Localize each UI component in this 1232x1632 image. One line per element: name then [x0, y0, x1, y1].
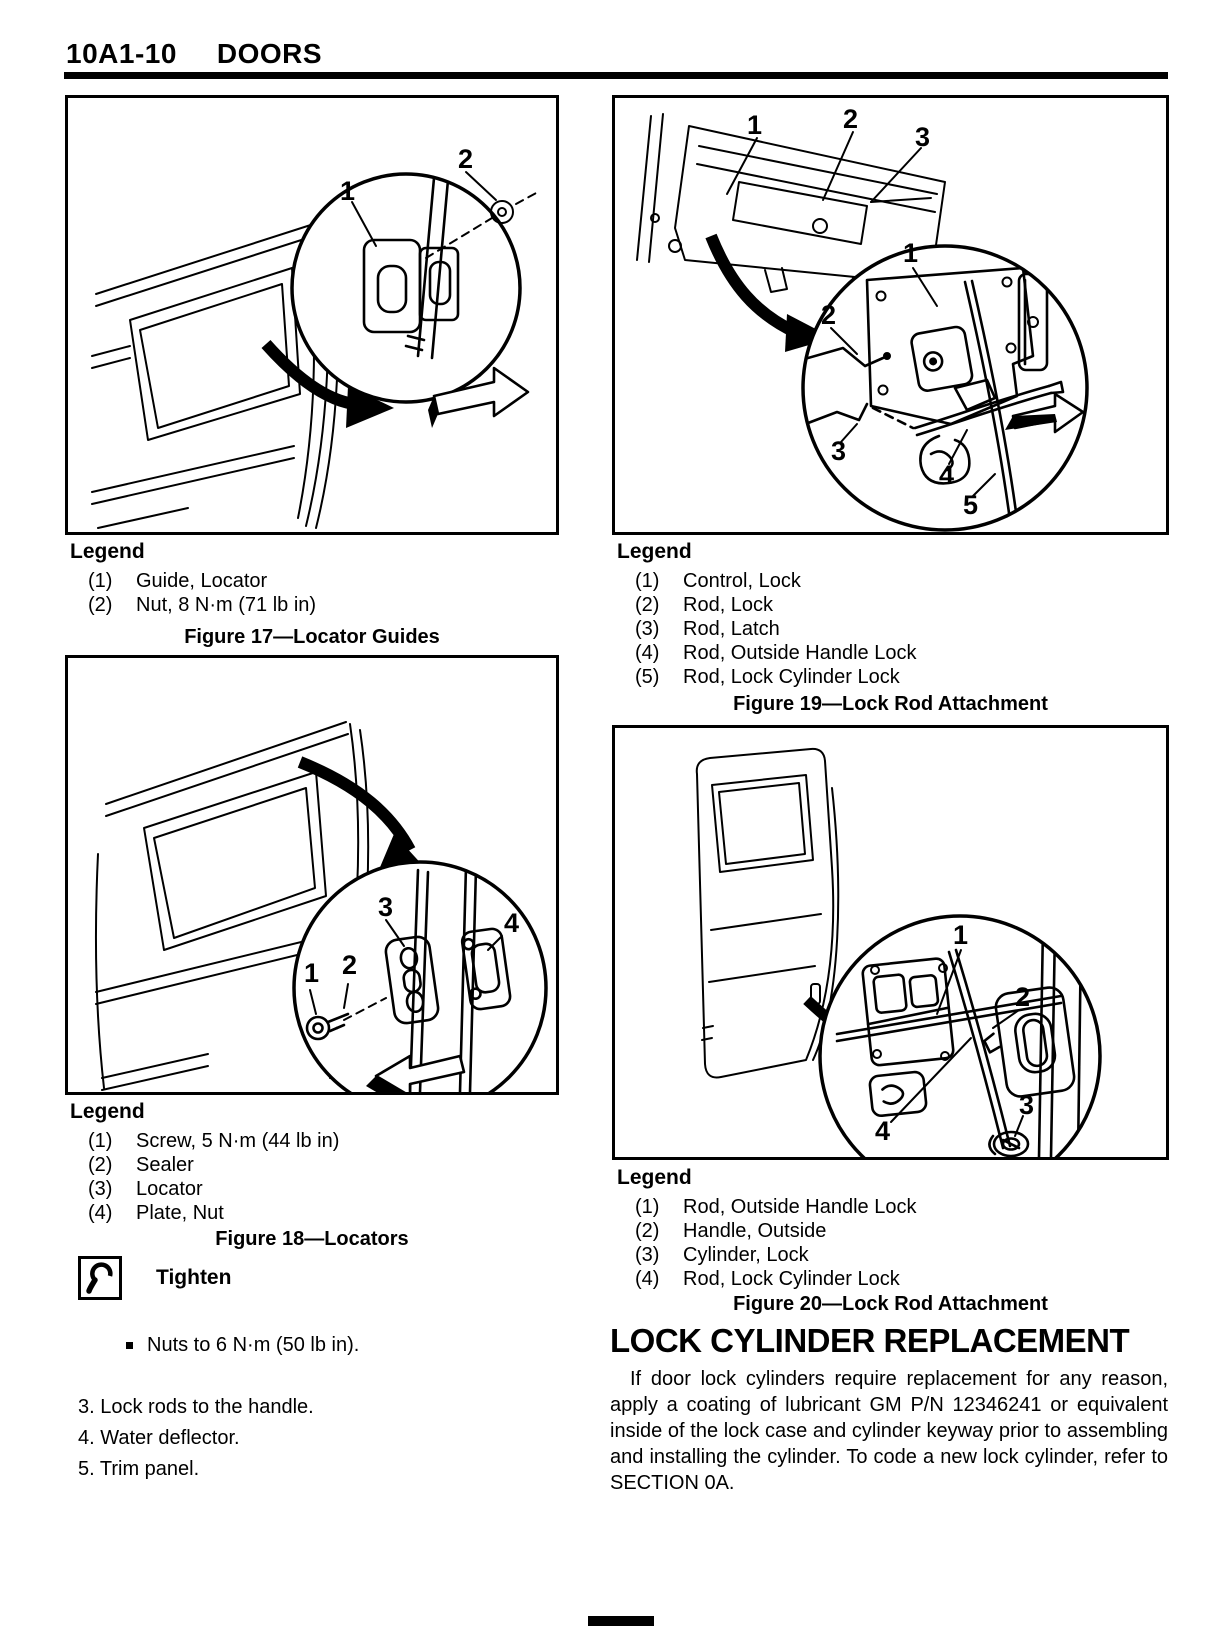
legend-title: Legend	[617, 540, 692, 563]
figure-18-box	[65, 655, 559, 1095]
figure-17-drawing	[68, 98, 556, 532]
figure-20-caption: Figure 20—Lock Rod Attachment	[733, 1293, 1048, 1315]
figure-20-box	[612, 725, 1169, 1160]
callout-label: 2	[1015, 982, 1031, 1012]
callout-label: 2	[458, 144, 474, 174]
callout-label: 4	[939, 460, 955, 490]
legend-item: (1) Guide, Locator	[88, 570, 268, 592]
legend-item: (3) Locator	[88, 1178, 203, 1200]
step-item: 3. Lock rods to the handle.	[78, 1396, 314, 1418]
figure-17-box	[65, 95, 559, 535]
callout-label: 5	[963, 490, 979, 520]
section-heading: LOCK CYLINDER REPLACEMENT	[610, 1322, 1130, 1359]
page-bottom-mark	[588, 1616, 654, 1626]
figure-18-legend	[70, 1100, 550, 1225]
callout-label: 1	[953, 920, 969, 950]
header-rule	[64, 72, 1168, 79]
tighten-spec	[126, 1334, 359, 1357]
figure-17-caption: Figure 17—Locator Guides	[184, 626, 440, 648]
tighten-label: Tighten	[156, 1266, 232, 1289]
procedure-steps	[78, 1392, 314, 1485]
figure-17-legend	[70, 540, 550, 617]
callout-label: 3	[831, 436, 847, 466]
figure-19-box	[612, 95, 1169, 535]
figure-20-drawing	[615, 728, 1166, 1157]
legend-item: (3) Rod, Latch	[635, 618, 780, 640]
callout-label: 2	[843, 104, 859, 134]
zoom-arrow-icon	[711, 236, 795, 332]
legend-item: (1) Screw, 5 N·m (44 lb in)	[88, 1130, 340, 1152]
step-item: 4. Water deflector.	[78, 1427, 240, 1449]
callout-label: 3	[378, 892, 394, 922]
legend-item: (4) Rod, Lock Cylinder Lock	[635, 1268, 900, 1290]
legend-item: (2) Sealer	[88, 1154, 194, 1176]
page-title: DOORS	[216, 38, 323, 69]
legend-item: (2) Rod, Lock	[635, 594, 774, 616]
page-number: 10A1-10	[66, 38, 177, 69]
figure-18-caption: Figure 18—Locators	[215, 1228, 409, 1250]
square-bullet-icon	[126, 1342, 133, 1349]
tighten-icon	[78, 1256, 122, 1300]
tighten-spec-text: Nuts to 6 N·m (50 lb in).	[147, 1334, 360, 1356]
legend-title: Legend	[70, 1100, 145, 1123]
figure-20-legend	[617, 1166, 1157, 1291]
page-header	[66, 38, 322, 70]
callout-label: 4	[875, 1116, 891, 1146]
legend-title: Legend	[70, 540, 145, 563]
callout-label: 1	[747, 110, 763, 140]
legend-item: (2) Nut, 8 N·m (71 lb in)	[88, 594, 317, 616]
legend-item: (4) Plate, Nut	[88, 1202, 224, 1224]
callout-label: 2	[821, 300, 837, 330]
legend-item: (5) Rod, Lock Cylinder Lock	[635, 666, 900, 688]
callout-label: 1	[304, 958, 320, 988]
callout-label: 2	[342, 950, 358, 980]
step-item: 5. Trim panel.	[78, 1458, 200, 1480]
figure-19-caption: Figure 19—Lock Rod Attachment	[733, 693, 1048, 715]
figure-18-drawing	[68, 658, 556, 1092]
section-paragraph: If door lock cylinders require replacement for any reason, apply a coating of lubricant GM P/N 12346241 or equivalent inside of the lock case and cylinder keyway prior to assembling and installing the cylinder. To code a new lock cylinder, refer to SECTION 0A.	[610, 1368, 1168, 1494]
figure-19-drawing	[615, 98, 1166, 532]
callout-label: 1	[340, 176, 356, 206]
callout-label: 3	[1019, 1090, 1035, 1120]
legend-title: Legend	[617, 1166, 692, 1189]
callout-label: 3	[915, 122, 931, 152]
legend-item: (1) Control, Lock	[635, 570, 801, 592]
legend-item: (2) Handle, Outside	[635, 1220, 827, 1242]
door-sketch	[697, 749, 838, 1078]
callout-label: 1	[903, 238, 919, 268]
callout-label: 4	[504, 908, 520, 938]
legend-item: (1) Rod, Outside Handle Lock	[635, 1196, 917, 1218]
tighten-note	[78, 1256, 231, 1300]
figure-19-legend	[617, 540, 1157, 689]
legend-item: (4) Rod, Outside Handle Lock	[635, 642, 917, 664]
legend-item: (3) Cylinder, Lock	[635, 1244, 809, 1266]
